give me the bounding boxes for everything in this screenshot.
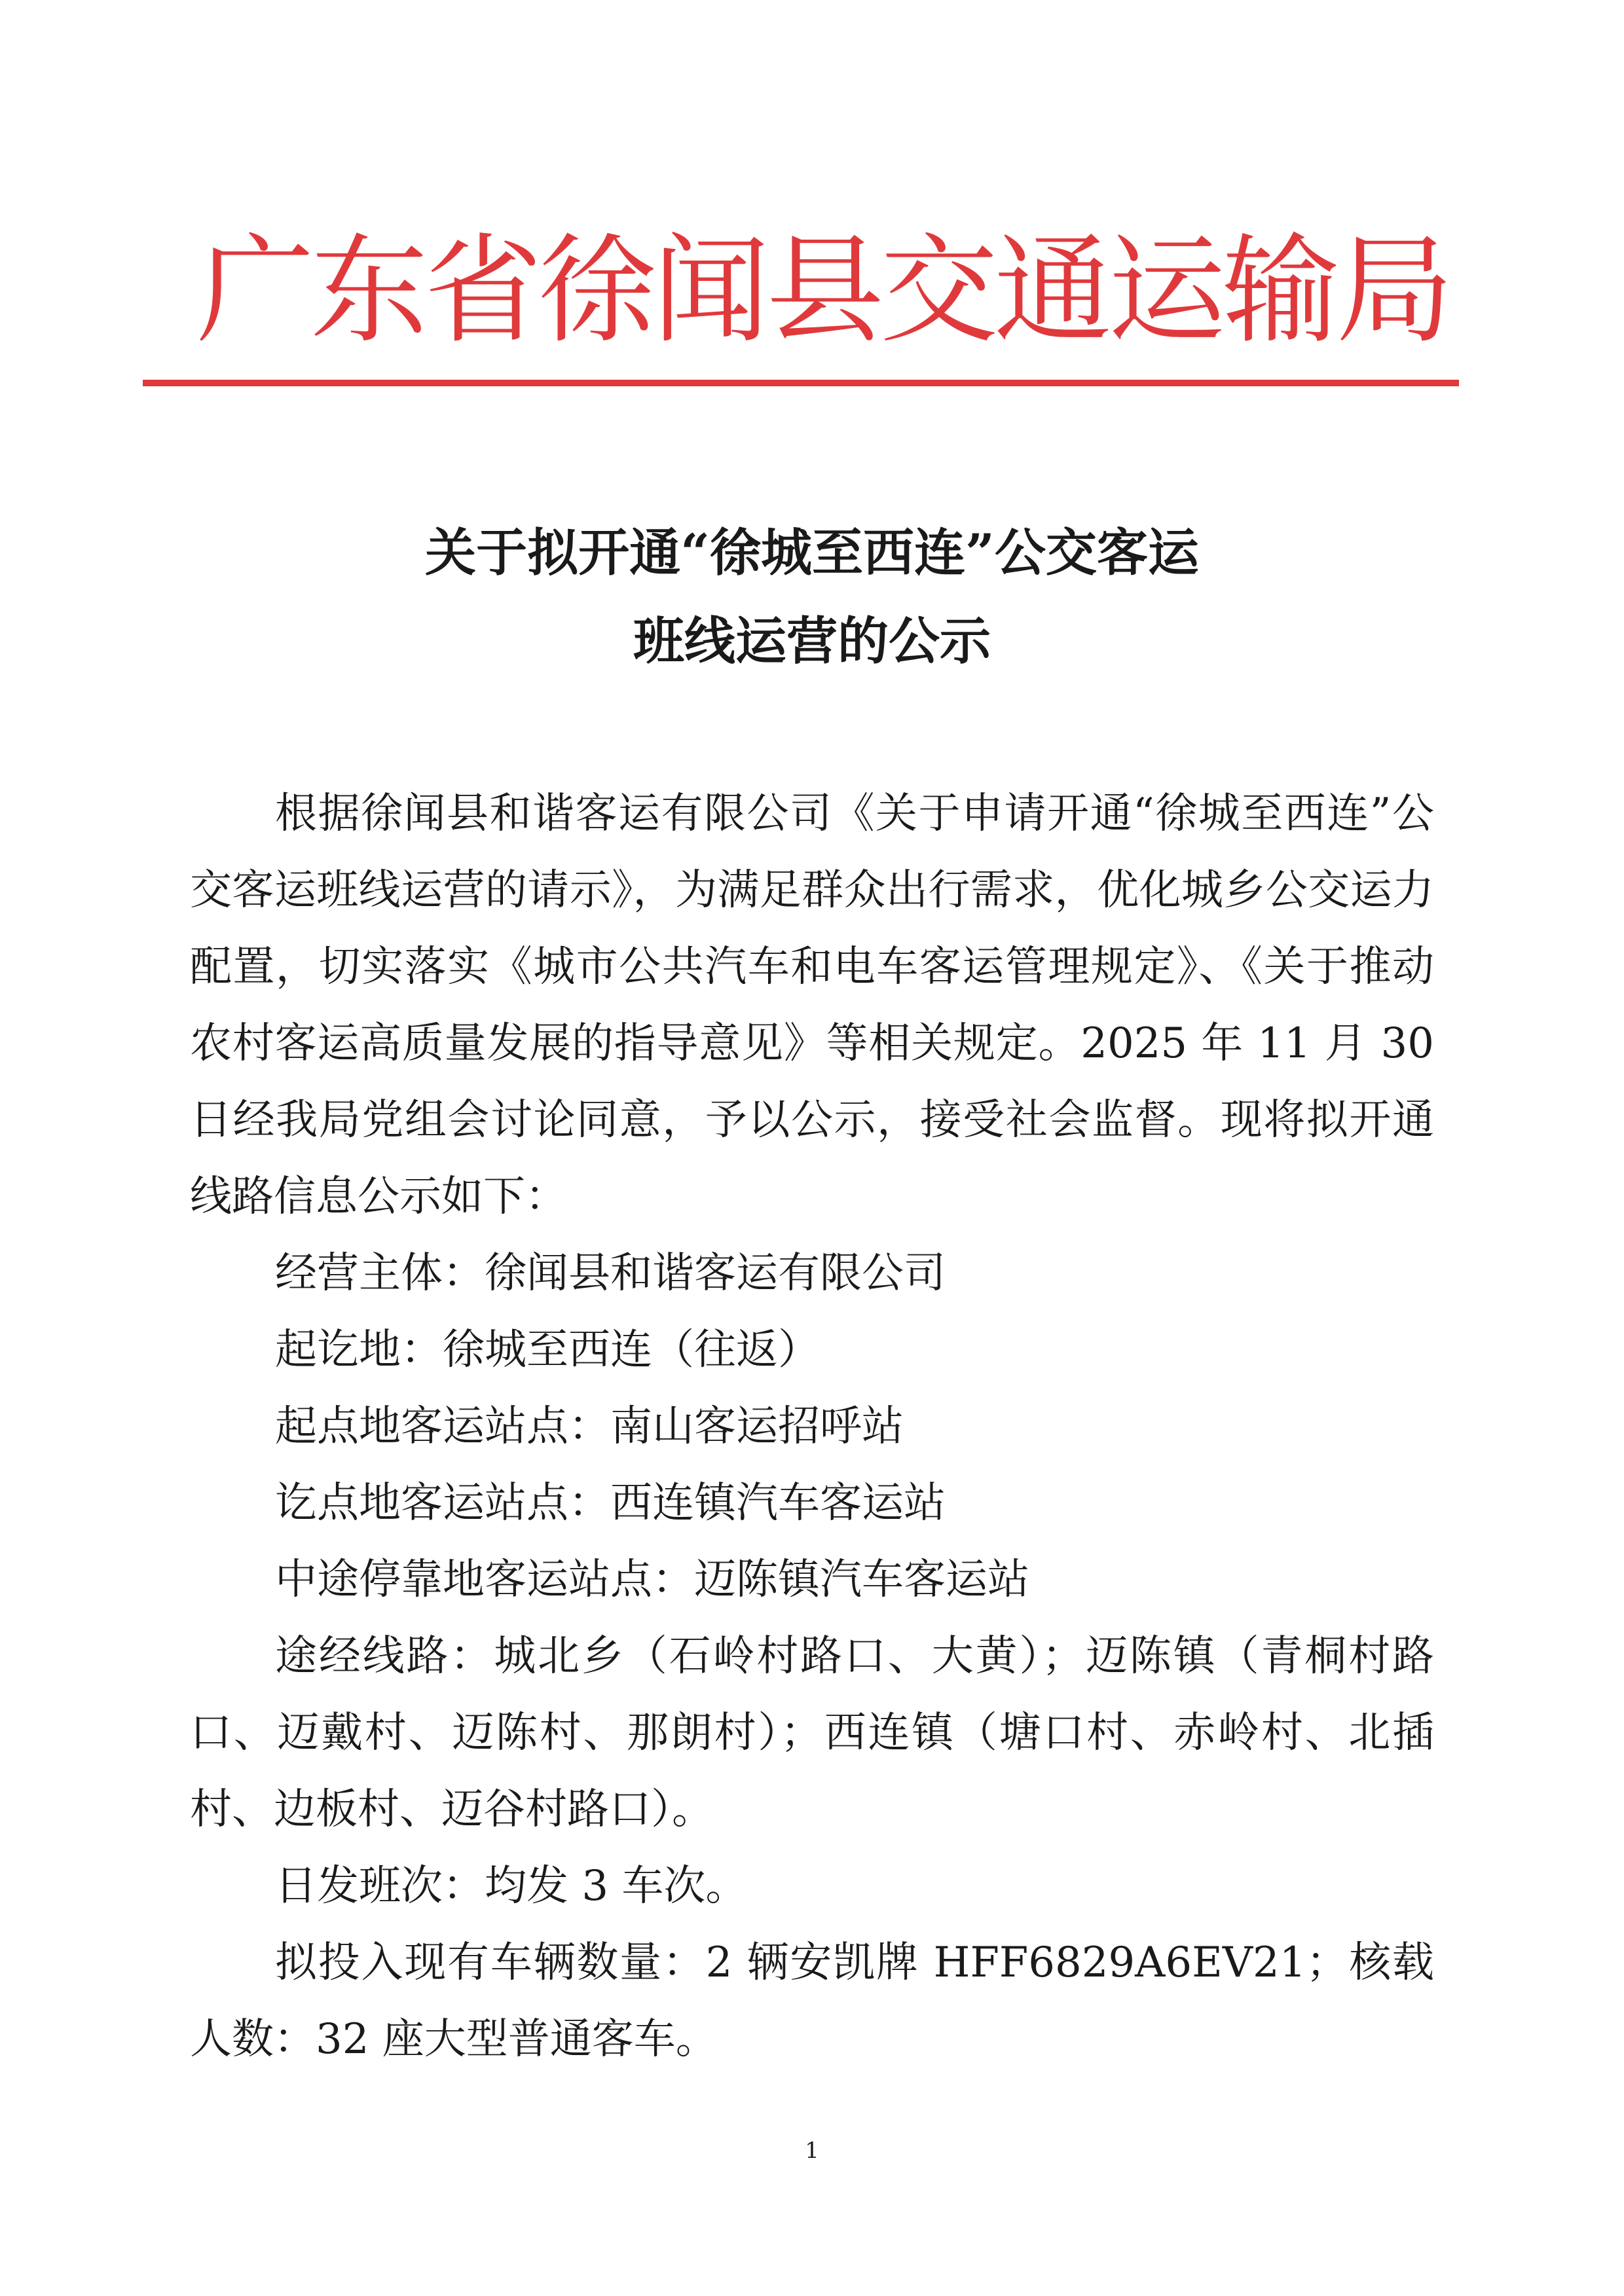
daily-trips-line: 日发班次：均发 3 车次。 (275, 1862, 748, 1910)
document-body (190, 776, 1434, 2078)
route-line: 起讫地：徐城至西连（往返） (275, 1326, 820, 1374)
letterhead-red-rule (143, 380, 1459, 386)
intro-paragraph: 根据徐闻县和谐客运有限公司《关于申请开通“徐城至西连”公交客运班线运营的请示》，为满足群众出行需求，优化城乡公交运力配置，切实落实《城市公共汽车和电车客运管理规定》、《关于推动农村客运高质量发展的指导意见》等相关规定。2025 年 11 月 30 日经我局党组会讨论同意，予以公示，接受社会监督。现将拟开通线路信息公示如下： (190, 790, 1434, 1221)
terminal-station-line: 讫点地客运站点：西连镇汽车客运站 (275, 1479, 946, 1527)
page-number: 1 (805, 2138, 819, 2164)
origin-station-line: 起点地客运站点：南山客运招呼站 (275, 1402, 904, 1451)
document-title-line-1: 关于拟开通“徐城至西连”公交客运 (425, 523, 1199, 583)
intermediate-station-line: 中途停靠地客运站点：迈陈镇汽车客运站 (275, 1556, 1029, 1604)
letterhead-title: 广东省徐闻县交通运输局 (196, 223, 1450, 359)
vehicles-paragraph: 拟投入现有车辆数量：2 辆安凯牌 HFF6829A6EV21；核载人数：32 座大型普通客车。 (190, 1939, 1434, 2064)
document-title-line-2: 班线运营的公示 (633, 611, 991, 671)
operator-line: 经营主体：徐闻县和谐客运有限公司 (275, 1249, 946, 1298)
route-path-paragraph: 途经线路：城北乡（石岭村路口、大黄）；迈陈镇（青桐村路口、迈戴村、迈陈村、那朗村）；西连镇（塘口村、赤岭村、北插村、边板村、迈谷村路口）。 (190, 1632, 1434, 1834)
